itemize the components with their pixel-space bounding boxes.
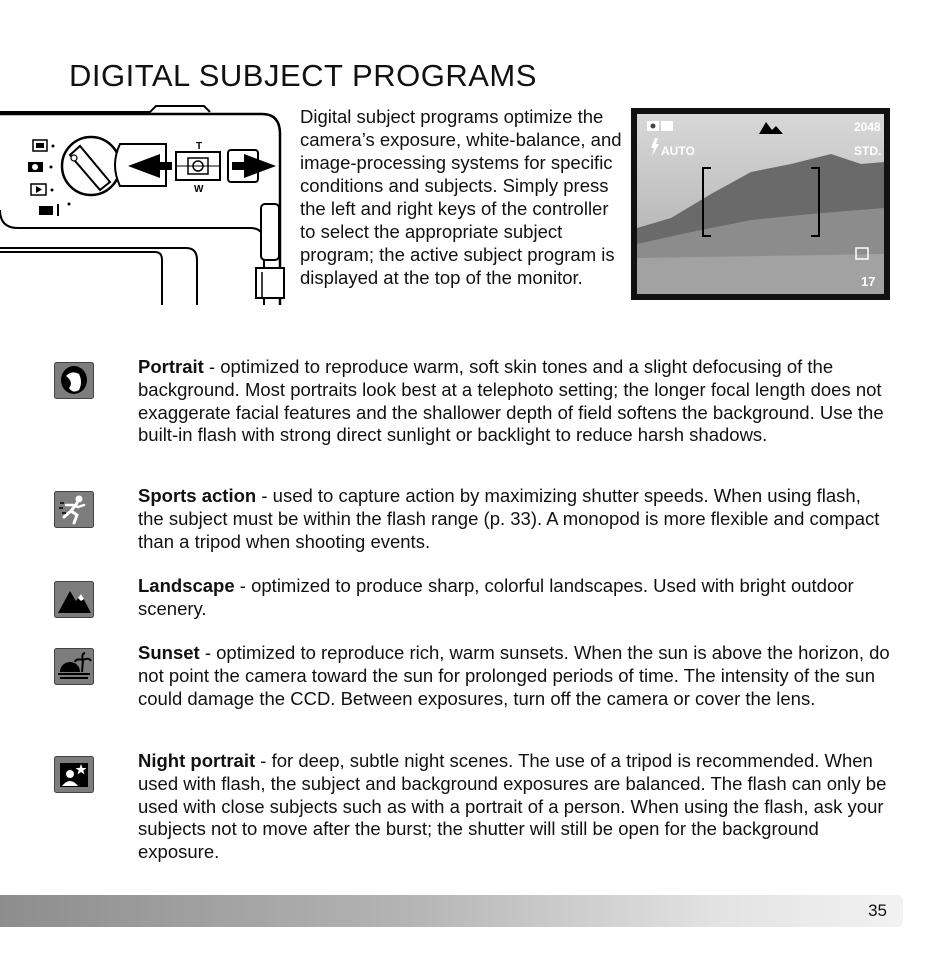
camera-back-illustration xyxy=(0,100,296,305)
quality-readout: STD. xyxy=(854,144,882,158)
sunset-icon xyxy=(54,648,94,685)
entry-text xyxy=(138,575,890,621)
night-portrait-icon xyxy=(54,756,94,793)
entry-description: - used to capture action by maximizing shutter speeds. When using flash, the subject must be within the flash range (p. 33). A monopod is more flexible and compact than a tripod when shooting events. xyxy=(138,485,880,552)
sports-action-icon xyxy=(54,491,94,528)
entry-description: - optimized to reproduce rich, warm sunsets. When the sun is above the horizon, do not point the camera toward the sun for prolonged periods of time. The intensity of the sun could damage the CCD. Between exposures, turn off the camera or cover the lens. xyxy=(138,642,890,709)
entry-description: - optimized to produce sharp, colorful landscapes. Used with bright outdoor scenery. xyxy=(138,575,854,619)
entry-text xyxy=(138,485,890,553)
page-number: 35 xyxy=(868,901,887,920)
entry-name: Night portrait xyxy=(138,750,256,771)
portrait-icon xyxy=(54,362,94,399)
entry-name: Portrait xyxy=(138,356,204,377)
entry-description: - for deep, subtle night scenes. The use of a tripod is recommended. When used with flash, the subject and background exposures are balanced. The flash can only be used with close subjects such as with a portrait of a person. When using the flash, ask your subjects not to move after the burst; the shutter will still be open for the background exposure. xyxy=(138,750,887,863)
wide-label: W xyxy=(194,184,204,195)
entry-name: Sports action xyxy=(138,485,257,506)
monitor-display xyxy=(631,108,890,300)
entry-name: Sunset xyxy=(138,642,200,663)
page-title: DIGITAL SUBJECT PROGRAMS xyxy=(69,58,537,93)
frame-counter: 17 xyxy=(861,274,876,289)
footer-bar xyxy=(0,895,903,927)
resolution-readout: 2048 xyxy=(854,120,881,134)
entry-text xyxy=(138,750,890,864)
entry-description: - optimized to reproduce warm, soft skin tones and a slight defocusing of the background. Most portraits look best at a telephoto setting; the longer focal length does not exaggerate facial features and the shallower depth of field softens the background. Use the built-in flash with strong direct sunlight or backlight to reduce harsh shadows. xyxy=(138,356,884,446)
intro-paragraph: Digital subject programs optimize the camera’s exposure, white-balance, and image-processing systems for specific conditions and subjects. Simply press the left and right keys of the controller to select the appropriate subject program; the active subject program is displayed at the top of the monitor. xyxy=(300,106,622,288)
entry-text xyxy=(138,642,890,710)
landscape-icon xyxy=(54,581,94,618)
entry-name: Landscape xyxy=(138,575,235,596)
flash-mode: AUTO xyxy=(661,144,695,158)
entry-text xyxy=(138,356,890,447)
tele-label: T xyxy=(196,141,203,152)
